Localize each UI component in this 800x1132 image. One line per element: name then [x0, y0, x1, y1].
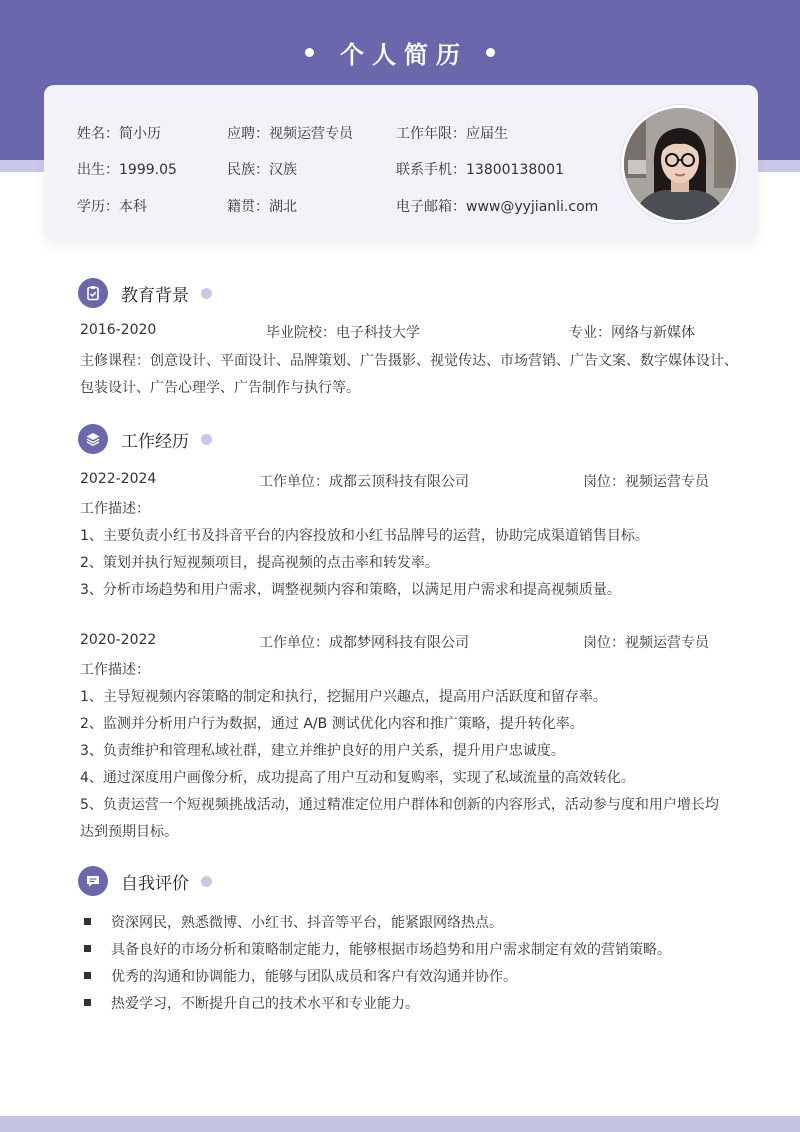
job-2-role: 岗位：视频运营专员 — [583, 635, 709, 651]
message-icon — [78, 866, 108, 896]
edu-school: 毕业院校：电子科技大学 — [266, 325, 420, 341]
info-years: 工作年限：应届生 — [396, 126, 508, 142]
avatar-photo — [621, 105, 739, 223]
self-eval-item-2: 具备良好的市场分析和策略制定能力，能够根据市场趋势和用户需求制定有效的营销策略。 — [111, 942, 671, 958]
section-education-header — [78, 277, 212, 309]
job-1-period: 2022-2024 — [80, 471, 157, 487]
info-origin: 籍贯：湖北 — [227, 199, 297, 215]
job-1-line-1: 1、主要负责小红书及抖音平台的内容投放和小红书品牌号的运营，协助完成渠道销售目标。 — [80, 528, 649, 544]
info-position: 应聘：视频运营专员 — [227, 126, 353, 142]
edu-major: 专业：网络与新媒体 — [569, 325, 695, 341]
job-2-line-6: 达到预期目标。 — [80, 824, 178, 840]
title-dot-right — [486, 48, 495, 57]
job-1-role: 岗位：视频运营专员 — [583, 474, 709, 490]
section-education-title: 教育背景 — [121, 285, 189, 306]
info-email: 电子邮箱：www@yyjianli.com — [396, 199, 599, 215]
section-dot — [201, 434, 212, 445]
edu-courses-line-2: 包装设计、广告心理学、广告制作与执行等。 — [80, 380, 360, 396]
job-1-line-3: 3、分析市场趋势和用户需求，调整视频内容和策略，以满足用户需求和提高视频质量。 — [80, 582, 621, 598]
job-1-desc-label: 工作描述： — [80, 501, 150, 517]
job-2-line-4: 4、通过深度用户画像分析，成功提高了用户互动和复购率，实现了私域流量的高效转化。 — [80, 770, 635, 786]
info-birth: 出生：1999.05 — [77, 162, 177, 178]
job-2-line-5: 5、负责运营一个短视频挑战活动，通过精准定位用户群体和创新的内容形式，活动参与度和用户增长均 — [80, 797, 719, 813]
footer-band — [0, 1116, 800, 1132]
job-2-desc-label: 工作描述： — [80, 662, 150, 678]
section-dot — [201, 876, 212, 887]
job-2-line-2: 2、监测并分析用户行为数据，通过 A/B 测试优化内容和推广策略，提升转化率。 — [80, 716, 584, 732]
self-eval-item-1: 资深网民，熟悉微博、小红书、抖音等平台，能紧跟网络热点。 — [111, 915, 503, 931]
job-1-company: 工作单位：成都云顶科技有限公司 — [259, 474, 469, 490]
bullet — [84, 999, 91, 1006]
job-2-line-3: 3、负责维护和管理私域社群，建立并维护良好的用户关系，提升用户忠诚度。 — [80, 743, 565, 759]
title-dot-left — [305, 48, 314, 57]
self-eval-item-4: 热爱学习，不断提升自己的技术水平和专业能力。 — [111, 996, 419, 1012]
section-self-eval-title: 自我评价 — [121, 873, 189, 894]
bullet — [84, 972, 91, 979]
edu-courses-line-1: 主修课程：创意设计、平面设计、品牌策划、广告摄影、视觉传达、市场营销、广告文案、数字媒体设计、 — [80, 353, 738, 369]
job-1-line-2: 2、策划并执行短视频项目，提高视频的点击率和转发率。 — [80, 555, 439, 571]
page-title — [0, 32, 800, 72]
job-2-line-1: 1、主导短视频内容策略的制定和执行，挖掘用户兴趣点，提高用户活跃度和留存率。 — [80, 689, 607, 705]
layers-icon — [78, 424, 108, 454]
section-work-header — [78, 423, 212, 455]
info-phone: 联系手机：13800138001 — [396, 162, 564, 178]
job-2-company: 工作单位：成都梦网科技有限公司 — [259, 635, 469, 651]
section-work-title: 工作经历 — [121, 431, 189, 452]
info-ethnicity: 民族：汉族 — [227, 162, 297, 178]
info-education: 学历：本科 — [77, 199, 147, 215]
avatar-illustration — [624, 108, 736, 220]
section-dot — [201, 288, 212, 299]
clipboard-icon — [78, 278, 108, 308]
bullet — [84, 945, 91, 952]
job-2-period: 2020-2022 — [80, 632, 157, 648]
info-name: 姓名：简小历 — [77, 126, 161, 142]
section-self-eval-header — [78, 865, 212, 897]
edu-period: 2016-2020 — [80, 322, 157, 338]
bullet — [84, 918, 91, 925]
title-text: 个人简历 — [340, 40, 468, 69]
self-eval-item-3: 优秀的沟通和协调能力，能够与团队成员和客户有效沟通并协作。 — [111, 969, 517, 985]
